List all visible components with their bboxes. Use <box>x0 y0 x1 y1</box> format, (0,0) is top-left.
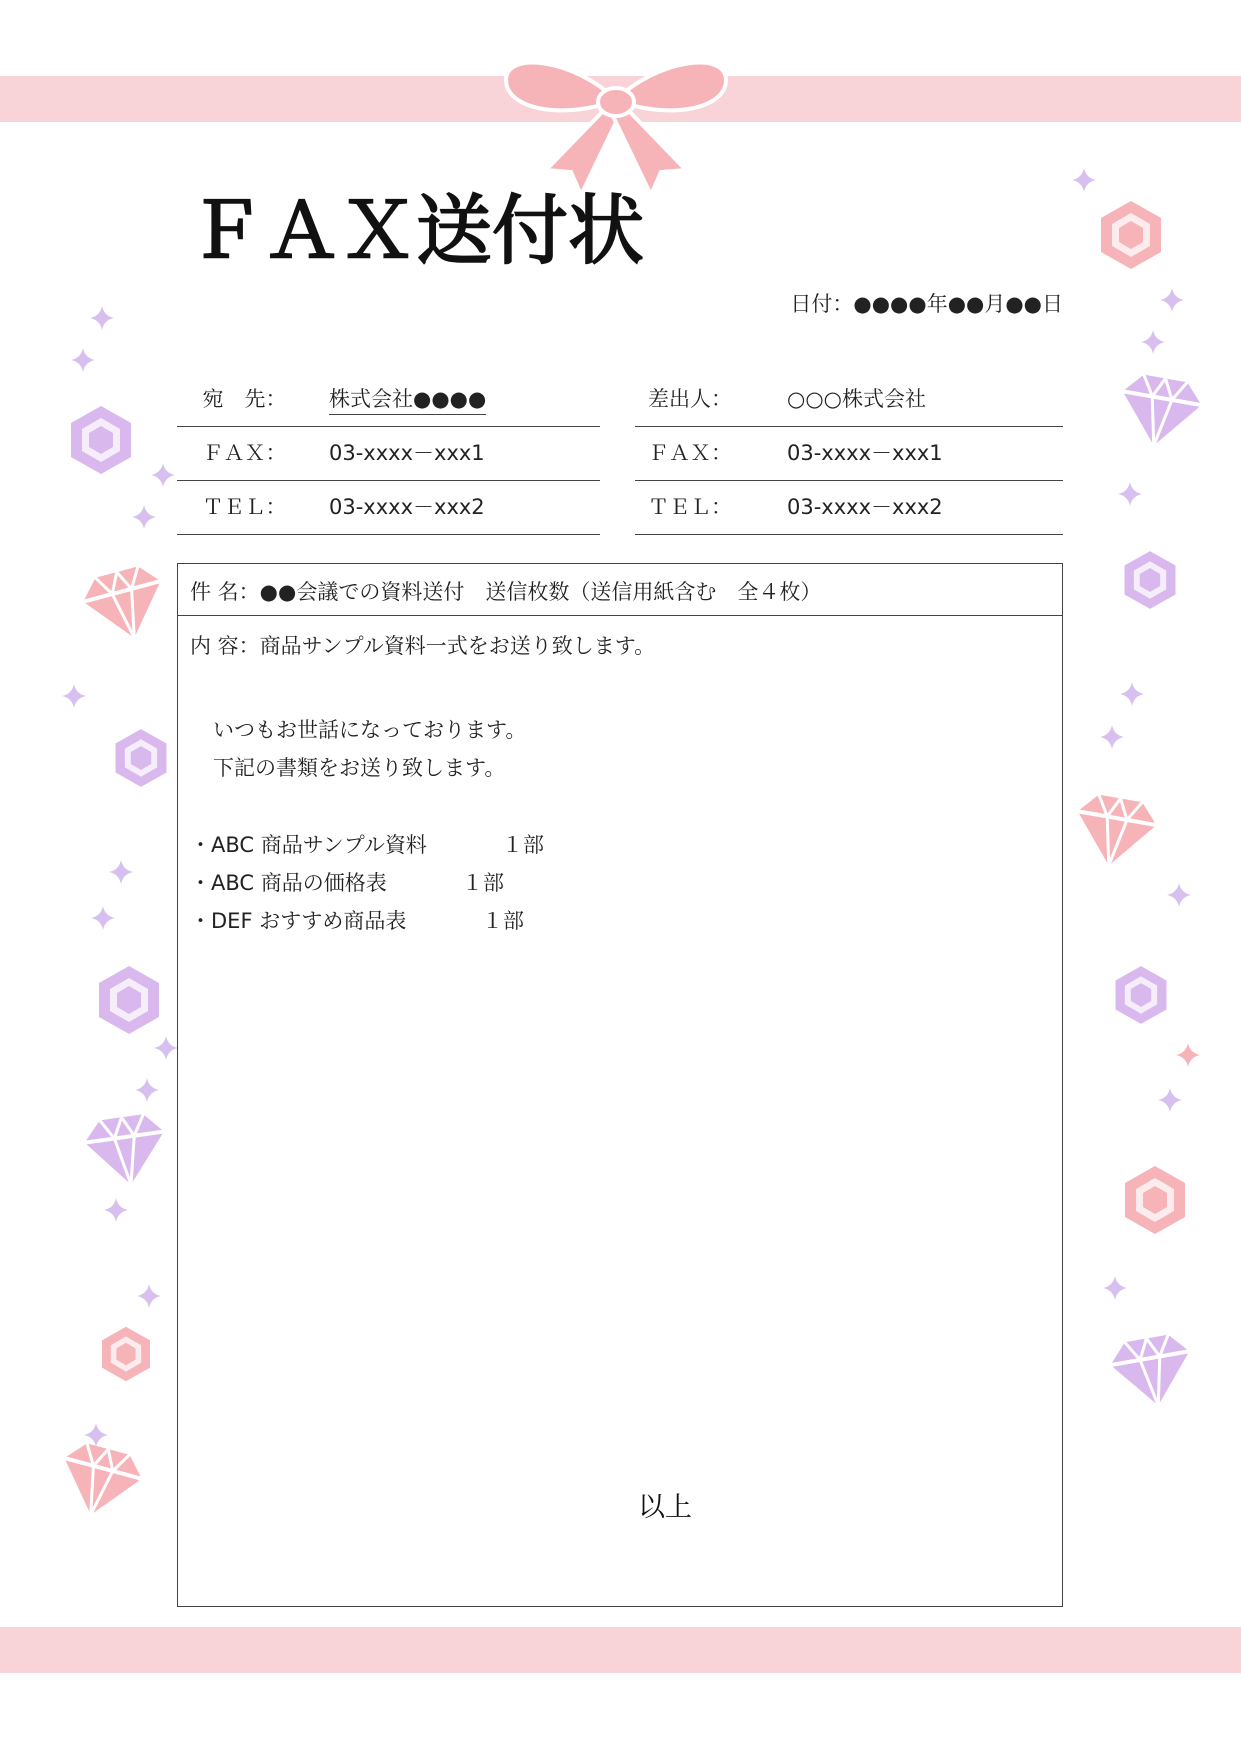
document-item-qty: １部 <box>502 833 544 857</box>
gem-icon <box>1069 792 1160 873</box>
sparkle-icon <box>1103 1276 1127 1300</box>
closing-word: 以上 <box>638 1492 692 1523</box>
sparkle-icon <box>1118 482 1142 506</box>
sparkle-icon <box>104 1198 128 1222</box>
gem-icon <box>1125 551 1176 609</box>
gem-icon <box>1125 1166 1185 1234</box>
gem-icon <box>82 1112 171 1190</box>
recipient-tel-label: ＴＥＬ： <box>202 495 287 519</box>
recipient-tel-value: 03-xxxx－xxx2 <box>329 495 485 519</box>
sender-tel-label: ＴＥＬ： <box>648 495 732 519</box>
document-item <box>190 867 504 897</box>
date-line: 日付：●●●●年●●月●●日 <box>790 292 1063 316</box>
subject-line: 件 名：●●会議での資料送付 送信枚数（送信用紙含む 全４枚） <box>178 564 1062 616</box>
gem-icon <box>1107 1332 1198 1413</box>
greeting-line: いつもお世話になっております。 <box>213 718 527 742</box>
document-item-name: ・ABC 商品の価格表 <box>190 871 387 895</box>
gem-icon <box>71 406 131 474</box>
content-line: 内 容：商品サンプル資料一式をお送り致します。 <box>190 634 656 658</box>
recipient-fax-label: ＦＡＸ： <box>202 441 287 465</box>
recipient-fax-value: 03-xxxx－xxx1 <box>329 441 485 465</box>
sparkle-icon <box>137 1284 161 1308</box>
sender-table <box>635 373 1063 535</box>
sparkle-icon <box>91 906 115 930</box>
recipient-fax-row <box>177 427 600 481</box>
sender-row <box>635 373 1063 427</box>
sparkle-icon <box>1167 883 1191 907</box>
document-item-qty: １部 <box>482 909 524 933</box>
sparkle-icon <box>151 463 175 487</box>
sender-tel-value: 03-xxxx－xxx2 <box>787 495 943 519</box>
sparkle-icon <box>132 505 156 529</box>
gem-icon <box>102 1327 150 1381</box>
gem-icon <box>1116 966 1167 1024</box>
sparkle-icon <box>135 1078 159 1102</box>
message-box <box>177 563 1063 1607</box>
document-item-name: ・ABC 商品サンプル資料 <box>190 833 427 857</box>
document-item <box>190 829 544 859</box>
sparkle-icon <box>90 306 114 330</box>
gem-icon <box>99 966 159 1034</box>
recipient-tel-row <box>177 481 600 535</box>
sparkle-icon <box>154 1036 178 1060</box>
sparkle-icon <box>1160 288 1184 312</box>
sparkle-icon <box>71 348 95 372</box>
recipient-label: 宛 先： <box>202 387 287 411</box>
gem-icon <box>116 729 167 787</box>
greeting-line: 下記の書類をお送り致します。 <box>213 756 506 780</box>
sparkle-icon <box>109 860 133 884</box>
sender-fax-row <box>635 427 1063 481</box>
sender-fax-label: ＦＡＸ： <box>648 441 732 465</box>
sparkle-icon <box>1158 1088 1182 1112</box>
recipient-name: 株式会社●●●● <box>329 383 486 415</box>
sender-tel-row <box>635 481 1063 535</box>
gem-icon <box>1101 201 1161 269</box>
sender-name: ○○○株式会社 <box>787 387 926 411</box>
sparkle-icon <box>62 684 86 708</box>
sparkle-icon <box>1072 168 1096 192</box>
gem-icon <box>52 1439 147 1525</box>
document-title: ＦＡＸ送付状 <box>188 186 644 275</box>
recipient-table <box>177 373 600 535</box>
gem-icon <box>1114 372 1205 453</box>
recipient-row <box>177 373 600 427</box>
document-item-qty: １部 <box>462 871 504 895</box>
document-item-name: ・DEF おすすめ商品表 <box>190 909 407 933</box>
document-item <box>190 905 524 935</box>
gem-icon <box>78 562 173 648</box>
sparkle-icon <box>1176 1043 1200 1067</box>
sparkle-icon <box>1120 682 1144 706</box>
sender-fax-value: 03-xxxx－xxx1 <box>787 441 943 465</box>
sender-label: 差出人： <box>648 387 732 411</box>
sparkle-icon <box>1100 725 1124 749</box>
sparkle-icon <box>1141 330 1165 354</box>
